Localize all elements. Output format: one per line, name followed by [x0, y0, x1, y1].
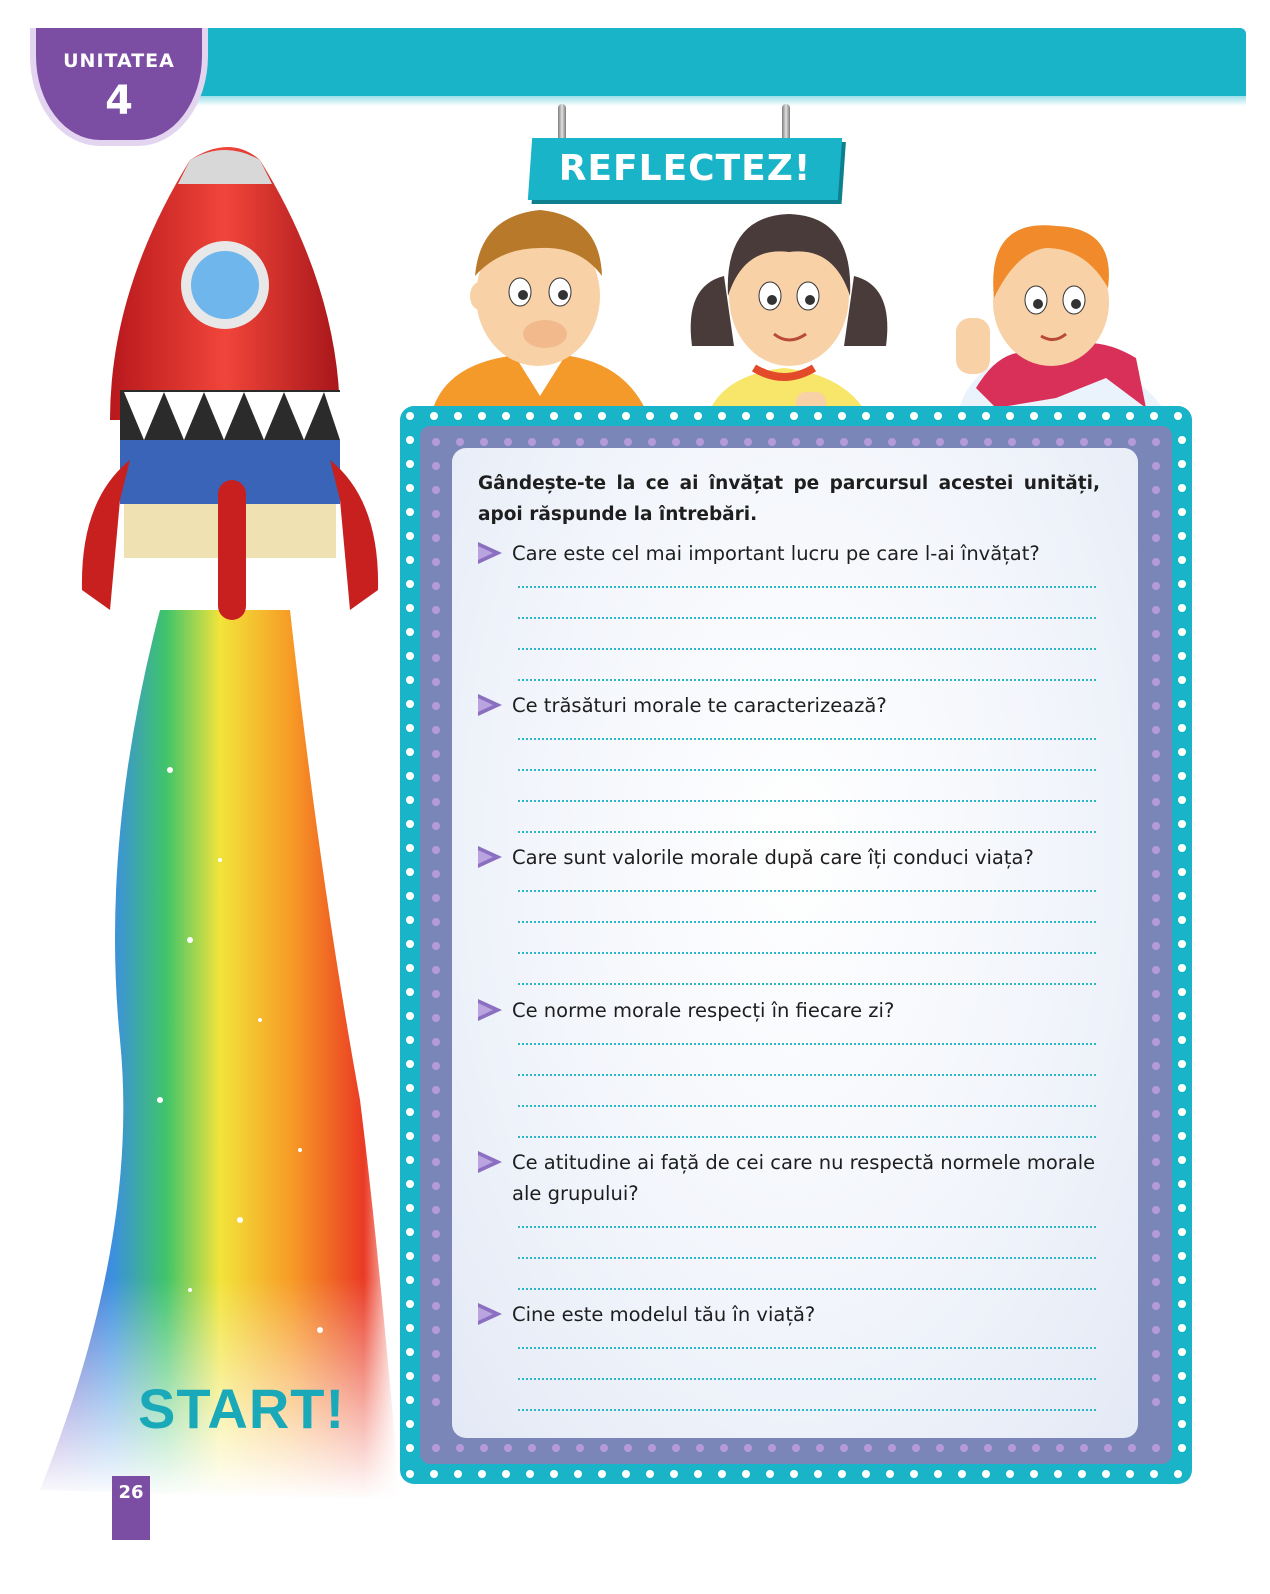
answer-line[interactable] [518, 890, 1096, 892]
answer-line[interactable] [518, 1288, 1096, 1290]
girl-middle-illustration [684, 196, 894, 430]
answer-line[interactable] [518, 1136, 1096, 1138]
answer-line[interactable] [518, 831, 1096, 833]
question-text: Ce trăsături morale te caracterizează? [512, 694, 887, 717]
answer-line[interactable] [518, 1074, 1096, 1076]
answer-line[interactable] [518, 679, 1096, 681]
top-banner [150, 28, 1246, 100]
boy-left-illustration [420, 196, 660, 420]
rocket-rainbow-illustration [40, 140, 400, 1500]
question-text: Ce norme morale respecți în fiecare zi? [512, 999, 895, 1022]
answer-line[interactable] [518, 617, 1096, 619]
answer-line[interactable] [518, 586, 1096, 588]
answer-line[interactable] [518, 1409, 1096, 1411]
instructions-text: Gândește-te la ce ai învățat pe parcursul acestei unități, apoi răspunde la întrebări. [478, 473, 1100, 525]
arrow-bullet-icon [478, 846, 502, 868]
unit-badge [30, 28, 208, 146]
arrow-bullet-icon [478, 999, 502, 1021]
boy-right-illustration [936, 208, 1180, 422]
answer-line[interactable] [518, 921, 1096, 923]
answer-line[interactable] [518, 1105, 1096, 1107]
answer-line[interactable] [518, 738, 1096, 740]
arrow-bullet-icon [478, 1151, 502, 1173]
answer-line[interactable] [518, 1226, 1096, 1228]
unit-label: UNITATEA [63, 50, 175, 72]
start-text: START! [138, 1377, 346, 1440]
question-text: Cine este modelul tău în viață? [512, 1303, 816, 1326]
question-text: Care este cel mai important lucru pe care l-ai învățat? [512, 542, 1040, 565]
arrow-bullet-icon [478, 542, 502, 564]
answer-line[interactable] [518, 983, 1096, 985]
answer-line[interactable] [518, 952, 1096, 954]
answer-line[interactable] [518, 1257, 1096, 1259]
arrow-bullet-icon [478, 1303, 502, 1325]
answer-line[interactable] [518, 1043, 1096, 1045]
reflectez-title: REFLECTEZ! [558, 148, 812, 189]
answer-line[interactable] [518, 1347, 1096, 1349]
arrow-bullet-icon [478, 694, 502, 716]
answer-line[interactable] [518, 800, 1096, 802]
top-banner-shadow [150, 96, 1246, 106]
answer-line[interactable] [518, 648, 1096, 650]
question-text: Ce atitudine ai față de cei care nu respectă normele morale ale grupului? [512, 1151, 1096, 1205]
question-text: Care sunt valorile morale după care îți conduci viața? [512, 846, 1034, 869]
page-number: 26 [112, 1476, 150, 1540]
answer-line[interactable] [518, 1378, 1096, 1380]
unit-number: 4 [105, 78, 133, 124]
answer-line[interactable] [518, 769, 1096, 771]
